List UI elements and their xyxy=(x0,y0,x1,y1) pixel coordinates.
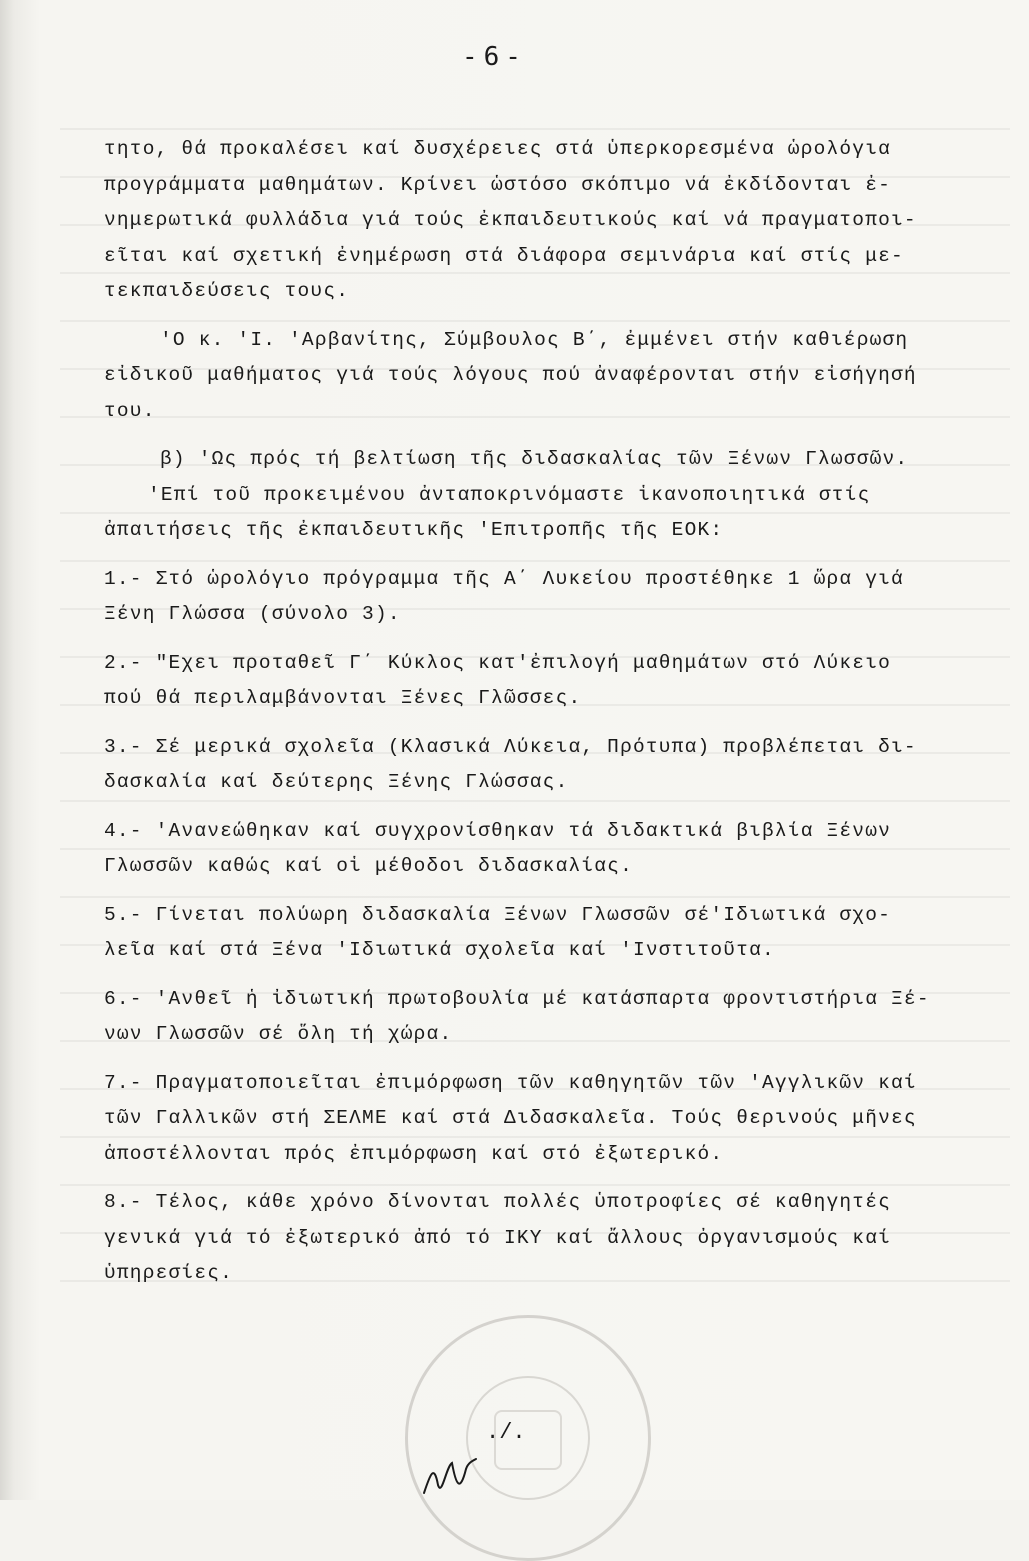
continuation-mark: ./. xyxy=(486,1420,526,1445)
text-line: 'Επί τοῦ προκειμένου ἀνταποκρινόμαστε ἱκανοποιητικά στίς xyxy=(148,483,871,506)
list-item: 4.- 'Ανανεώθηκαν καί συγχρονίσθηκαν τά διδακτικά βιβλία Ξένων xyxy=(104,819,892,842)
list-item: 6.- 'Ανθεῖ ἡ ἰδιωτική πρωτοβουλία μέ κατάσπαρτα φροντιστήρια Ξέ- xyxy=(104,987,930,1010)
text-line: 'Ο κ. 'Ι. 'Αρβανίτης, Σύμβουλος Β΄, ἐμμένει στήν καθιέρωση xyxy=(160,328,909,351)
text-line: εἰδικοῦ μαθήματος γιά τούς λόγους πού ἀναφέρονται στήν εἰσήγησή xyxy=(104,364,917,386)
body-text xyxy=(104,132,974,1292)
list-item-continuation: δασκαλία καί δεύτερης Ξένης Γλώσσας. xyxy=(104,771,569,793)
text-line: ἀπαιτήσεις τῆς ἐκπαιδευτικῆς 'Επιτροπῆς τῆς ΕΟΚ: xyxy=(104,519,724,541)
list-item-continuation: Ξένη Γλώσσα (σύνολο 3). xyxy=(104,603,401,625)
list-item: 3.- Σέ μερικά σχολεῖα (Κλασικά Λύκεια, Πρότυπα) προβλέπεται δι- xyxy=(104,735,917,758)
list-item: 7.- Πραγματοποιεῖται ἐπιμόρφωση τῶν καθηγητῶν τῶν 'Αγγλικῶν καί xyxy=(104,1071,917,1094)
list-item-continuation: πού θά περιλαμβάνονται Ξένες Γλῶσσες. xyxy=(104,687,582,709)
list-item-continuation: τῶν Γαλλικῶν στή ΣΕΛΜΕ καί στά Διδασκαλεῖα. Τούς θερινούς μῆνες xyxy=(104,1107,917,1129)
list-item-continuation: λεῖα καί στά Ξένα 'Ιδιωτικά σχολεῖα καί 'Ινστιτοῦτα. xyxy=(104,939,775,961)
text-line: προγράμματα μαθημάτων. Κρίνει ὡστόσο σκόπιμο νά ἐκδίδονται ἐ- xyxy=(104,173,892,196)
text-line: τητο, θά προκαλέσει καί δυσχέρειες στά ὑπερκορεσμένα ὡρολόγια xyxy=(104,138,892,160)
list-item-continuation: ἀποστέλλονται πρός ἐπιμόρφωση καί στό ἐξωτερικό. xyxy=(104,1142,724,1165)
list-item: 5.- Γίνεται πολύωρη διδασκαλία Ξένων Γλωσσῶν σέ'Ιδιωτικά σχο- xyxy=(104,903,892,926)
official-seal-stamp xyxy=(405,1315,651,1561)
text-line: τεκπαιδεύσεις τους. xyxy=(104,280,350,302)
list-item-continuation: γενικά γιά τό ἐξωτερικό ἀπό τό ΙΚΥ καί ἄλλους ὀργανισμούς καί xyxy=(104,1226,892,1249)
list-item: 8.- Τέλος, κάθε χρόνο δίνονται πολλές ὑποτροφίες σέ καθηγητές xyxy=(104,1191,892,1213)
list-item: 2.- "Εχει προταθεῖ Γ΄ Κύκλος κατ'ἐπιλογή μαθημάτων στό Λύκειο xyxy=(104,651,892,674)
page-number: -6- xyxy=(462,42,527,72)
text-line: του. xyxy=(104,399,156,422)
text-line: β) 'Ως πρός τή βελτίωση τῆς διδασκαλίας τῶν Ξένων Γλωσσῶν. xyxy=(160,448,909,470)
text-line: εῖται καί σχετική ἐνημέρωση στά διάφορα σεμινάρια καί στίς με- xyxy=(104,244,904,267)
text-line: νημερωτικά φυλλάδια γιά τούς ἐκπαιδευτικούς καί νά πραγματοποι- xyxy=(104,209,917,231)
list-item-continuation: Γλωσσῶν καθώς καί οἱ μέθοδοι διδασκαλίας. xyxy=(104,855,633,877)
list-item-continuation: νων Γλωσσῶν σέ ὅλη τή χώρα. xyxy=(104,1023,453,1045)
list-item: 1.- Στό ὡρολόγιο πρόγραμμα τῆς Α΄ Λυκείου προστέθηκε 1 ὥρα γιά xyxy=(104,567,904,590)
list-item-continuation: ὑπηρεσίες. xyxy=(104,1262,234,1284)
signature-initials xyxy=(420,1455,480,1497)
